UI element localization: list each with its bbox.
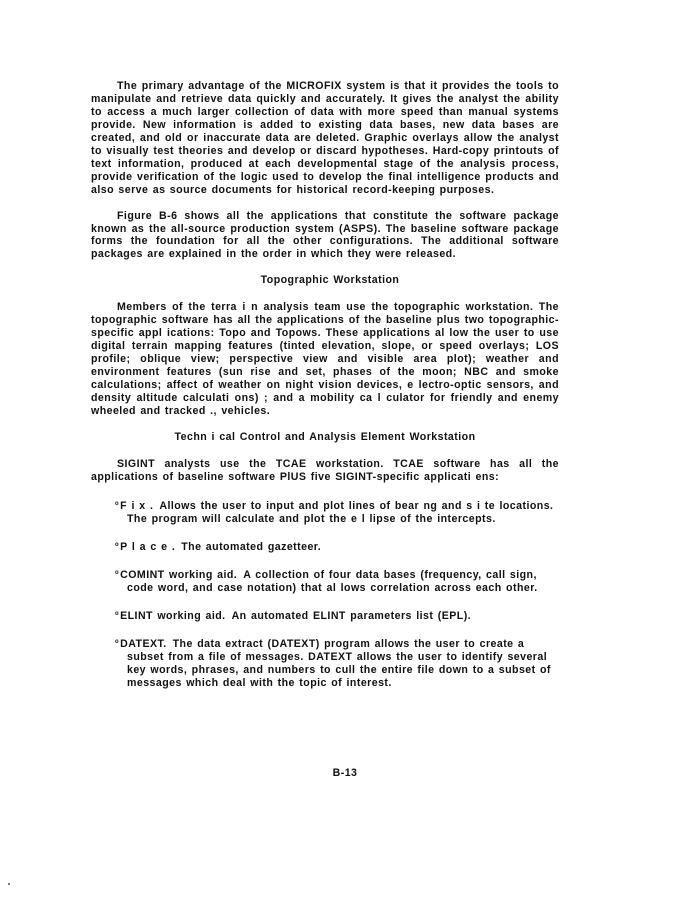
page-number: B-13: [332, 767, 358, 779]
bullet-description: Allows the user to input and plot lines of bear ng and s i te locations. The program will calculate and plot the e l lipse of the intercepts.: [127, 499, 554, 525]
bullet-mark: o: [115, 569, 120, 576]
list-item-place: [115, 539, 559, 554]
bullet-description: The automated gazetteer.: [181, 540, 322, 553]
paragraph-topographic: Members of the terra i n analysis team use the topographic workstation. The topographic software has all the applications of the baseline plus two topographic-specific appl ications: Topo and Topows. These applications al low the user to use digital terrain mapping features (tinted elevation, slope, or speed overlays; LOS profile; oblique view; perspective view and visible area plot); weather and environment features (sun rise and set, phases of the moon; NBC and smoke calculations; affect of weather on night vision devices, e lectro-optic sensors, and density altitude calculati ons) ; and a mobility ca l culator for friendly and enemy wheeled and tracked ., vehicles.: [91, 301, 559, 418]
bullet-term: DATEXT.: [120, 637, 167, 650]
paragraph-intro: The primary advantage of the MICROFIX system is that it provides the tools to manipulate and retrieve data quickly and accurately. It gives the analyst the ability to access a much larger collection of data with more speed than manual systems provide. New information is added to existing data bases, new data bases are created, and old or inaccurate data are deleted. Graphic overlays allow the analyst to visually test theories and develop or discard hypotheses. Hard-copy printouts of text information, produced at each developmental stage of the analysis process, provide verification of the logic used to develop the final intelligence products and also serve as source documents for historical record-keeping purposes.: [91, 80, 559, 196]
bullet-term: F i x .: [120, 499, 154, 512]
bullet-term: ELINT working aid.: [120, 609, 226, 622]
list-item-fix: [115, 498, 559, 526]
bullet-mark: o: [115, 541, 120, 548]
heading-tcae-workstation: Techn i cal Control and Analysis Element Workstation: [174, 430, 476, 443]
list-item-elint: [115, 608, 559, 623]
bullet-description: An automated ELINT parameters list (EPL).: [231, 609, 472, 622]
bullet-mark: o: [115, 500, 120, 507]
list-item-comint: [115, 567, 559, 595]
scan-speck: [8, 883, 10, 885]
bullet-description: A collection of four data bases (frequency, call sign, code word, and case notation) that al lows correlation across each other.: [127, 568, 538, 594]
heading-topographic-workstation: Topographic Workstation: [260, 274, 400, 287]
bullet-term: P l a c e .: [120, 540, 176, 553]
bullet-description: The data extract (DATEXT) program allows the user to create a subset from a file of messages. DATEXT allows the user to identify several key words, phrases, and numbers to cull the entire file down to a subset of messages which deal with the topic of interest.: [127, 637, 551, 689]
list-item-datext: [115, 636, 559, 690]
bullet-term: COMINT working aid.: [120, 568, 238, 581]
sigint-applications-list: [91, 498, 559, 690]
paragraph-sigint: SIGINT analysts use the TCAE workstation. TCAE software has all the applications of baseline software PlUS five SIGINT-specific applicati ens:: [91, 457, 559, 483]
bullet-mark: o: [115, 610, 120, 617]
page-body: [91, 80, 559, 703]
bullet-mark: o: [115, 638, 120, 645]
paragraph-figure-b6: Figure B-6 shows all the applications that constitute the software package known as the all-source production system (ASPS). The baseline software package forms the foundation for all the other configurations. The additional software packages are explained in the order in which they were released.: [91, 209, 559, 261]
